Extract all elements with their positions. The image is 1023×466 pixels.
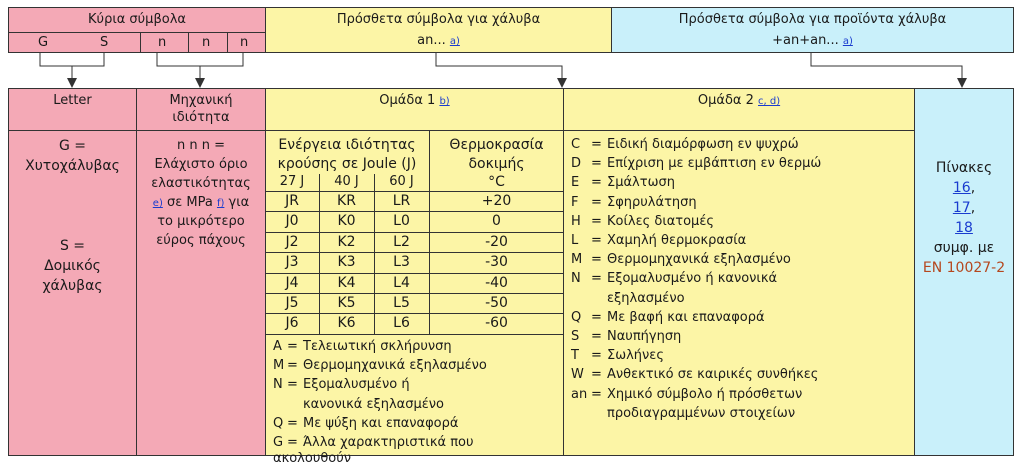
impact-code-cell: JR	[285, 193, 299, 209]
impact-code-cell: J2	[285, 233, 299, 250]
list-item	[571, 385, 821, 404]
list-item-cont	[571, 289, 821, 308]
impact-code-cell: K0	[337, 213, 356, 230]
list-item	[571, 269, 821, 288]
group1-header	[265, 93, 564, 108]
letter-header: Letter	[53, 93, 92, 108]
text: Επίχριση με εμβάπτιση εν θερμώ	[607, 156, 822, 172]
list-item	[571, 173, 821, 192]
code: F	[571, 194, 579, 210]
text: Ναυπήγηση	[607, 329, 682, 345]
text: Θερμομηχανικά εξηλασμένο	[303, 358, 487, 374]
comma: ,	[970, 200, 976, 216]
impact-code-cell: J5	[285, 295, 299, 311]
list-item	[273, 337, 487, 356]
impact-code-cell: J6	[285, 315, 299, 332]
letter-g-code: G =	[58, 138, 87, 154]
list-item-cont: ακολουθούν	[273, 451, 352, 466]
list-item	[273, 356, 487, 375]
impact-code-cell: L0	[393, 213, 410, 230]
code: E	[571, 175, 580, 191]
tables-label: Πίνακες	[935, 160, 993, 176]
equals-sign: =	[591, 175, 602, 191]
equals-sign: =	[287, 377, 298, 393]
list-item	[273, 414, 487, 433]
temp-header-2: δοκιμής	[468, 156, 525, 172]
mechanical-header-l2: ιδιότητα	[172, 110, 230, 125]
code: H	[571, 213, 581, 229]
list-item	[571, 327, 821, 346]
text: Ανθεκτικό σε καιρικές συνθήκες	[607, 367, 819, 383]
header-divider	[8, 130, 915, 131]
mech-desc-4: το μικρότερο	[157, 214, 245, 229]
steel-extra-note-link[interactable]: a)	[449, 36, 460, 47]
temp-unit: °C	[488, 174, 505, 190]
equals-sign: =	[591, 309, 602, 325]
impact-code-cell: L2	[393, 233, 410, 250]
subheader-27j: 27 J	[279, 174, 305, 189]
code: S	[571, 329, 580, 345]
impact-code-cell: KR	[337, 193, 356, 209]
group2-header-text: Ομάδα 2	[697, 93, 754, 108]
impact-temp-cell: -50	[485, 295, 508, 311]
text: Ειδική διαμόρφωση εν ψυχρώ	[607, 137, 799, 152]
equals-sign: =	[591, 137, 602, 152]
comma: ,	[970, 180, 976, 196]
list-item	[571, 231, 821, 250]
list-item	[571, 250, 821, 269]
equals-sign: =	[591, 213, 602, 229]
group1-note-link[interactable]: b)	[439, 96, 450, 107]
code: W	[571, 367, 584, 383]
symbol-letter-n2: n	[202, 35, 211, 50]
mech-desc-3-mid: σε MPa	[162, 195, 217, 210]
code: N	[571, 271, 581, 287]
energy-header-1: Ενέργεια ιδιότητας	[278, 137, 416, 153]
main-symbols-title: Κύρια σύμβολα	[88, 12, 186, 27]
text: Εξομαλυσμένο ή	[303, 377, 410, 393]
text: Σωλήνες	[607, 348, 664, 364]
list-item	[571, 135, 821, 154]
text: Χημικό σύμβολο ή πρόσθετων	[607, 386, 803, 402]
letter-s-desc-2: χάλυβας	[42, 278, 103, 294]
list-item-cont	[571, 404, 821, 423]
impact-code-cell: J4	[285, 274, 299, 291]
product-extra-note-link[interactable]: a)	[842, 36, 853, 47]
code: M	[273, 358, 285, 374]
equals-sign: =	[591, 194, 602, 210]
product-extra-title: Πρόσθετα σύμβολα για προϊόντα χάλυβα	[678, 12, 947, 27]
code: L	[571, 233, 579, 249]
impact-code-cell: L5	[393, 295, 410, 311]
table-18-row	[914, 220, 1014, 236]
symbol-letter-n1: n	[158, 35, 167, 50]
code: M	[571, 252, 583, 268]
impact-table-bottom	[265, 334, 564, 335]
equals-sign: =	[591, 233, 602, 249]
impact-code-cell: K6	[337, 315, 356, 332]
impact-code-cell: L3	[393, 254, 410, 271]
equals-sign: =	[591, 348, 602, 364]
impact-code-cell: J0	[285, 213, 299, 230]
code: G	[273, 435, 284, 451]
impact-code-cell: J3	[285, 254, 299, 271]
impact-row-line	[265, 273, 564, 274]
impact-code-cell: K2	[337, 233, 356, 250]
impact-code-cell: L6	[393, 315, 410, 332]
temp-header-1: Θερμοκρασία	[449, 137, 544, 153]
impact-subheader-line	[265, 191, 564, 192]
code: T	[571, 348, 579, 364]
letter-g-desc: Χυτοχάλυβας	[25, 158, 120, 174]
list-item	[571, 154, 821, 173]
subheader-60j: 60 J	[389, 174, 414, 189]
impact-code-cell: K4	[337, 274, 356, 291]
text: Θερμομηχανικά εξηλασμένο	[607, 252, 791, 268]
mech-desc-5: εύρος πάχους	[156, 233, 246, 248]
text: Με ψύξη και επαναφορά	[303, 415, 459, 431]
equals-sign: =	[591, 386, 602, 402]
per-label: συμφ. με	[933, 240, 995, 256]
symbol-letter-g: G	[38, 35, 49, 50]
impact-temp-cell: -40	[485, 274, 508, 291]
equals-sign: =	[591, 367, 602, 383]
mech-desc-1: Ελάχιστο όριο	[154, 157, 248, 172]
list-item	[571, 346, 821, 365]
table-16-link[interactable]: 16	[952, 180, 971, 196]
steel-extra-title: Πρόσθετα σύμβολα για χάλυβα	[336, 12, 541, 27]
mechanical-header-l1: Μηχανική	[169, 93, 233, 108]
text: Κοίλες διατομές	[607, 213, 714, 229]
list-item-cont: κανονικά εξηλασμένο	[303, 396, 445, 412]
equals-sign: =	[591, 329, 602, 345]
impact-row-line	[265, 293, 564, 294]
impact-temp-cell: +20	[481, 193, 512, 209]
table-17-link[interactable]: 17	[952, 200, 971, 216]
text: Εξομαλυσμένο ή κανονικά	[607, 271, 778, 287]
equals-sign: =	[287, 358, 298, 374]
letter-s-code: S =	[59, 238, 86, 254]
code: A	[273, 339, 282, 354]
equals-sign: =	[591, 156, 602, 172]
subheader-40j: 40 J	[334, 174, 359, 189]
impact-temp-cell: -60	[485, 315, 508, 332]
impact-row-line	[265, 252, 564, 253]
equals-sign: =	[287, 435, 298, 451]
mech-desc-3	[136, 195, 266, 210]
list-item	[571, 212, 821, 231]
list-item	[273, 433, 487, 452]
impact-temp-cell: -20	[485, 233, 508, 250]
group1-list	[273, 337, 487, 466]
text: Άλλα χαρακτηριστικά που	[303, 435, 474, 451]
text: Σφηρυλάτηση	[607, 194, 697, 210]
impact-row-line	[265, 313, 564, 314]
impact-row-line	[265, 232, 564, 233]
impact-code-cell: K5	[337, 295, 356, 311]
code: Q	[273, 415, 284, 431]
energy-header-2: κρούσης σε Joule (J)	[277, 156, 417, 172]
impact-code-cell: K3	[337, 254, 356, 271]
symbol-letter-n3: n	[240, 35, 249, 50]
product-extra-code-text: +an+an...	[772, 33, 839, 48]
code: D	[571, 156, 582, 172]
mech-code: n n n =	[176, 138, 225, 153]
steel-extra-code-text: an...	[417, 33, 446, 48]
mech-note-e-link[interactable]: e)	[152, 198, 163, 209]
standard-ref: EN 10027-2	[922, 260, 1006, 276]
code: Q	[571, 309, 582, 325]
symbol-letter-s: S	[100, 35, 109, 50]
table-17-row	[914, 200, 1014, 216]
impact-temp-cell: -30	[485, 254, 508, 271]
table-16-row	[914, 180, 1014, 196]
text: Σμάλτωση	[607, 175, 675, 191]
text: Με βαφή και επαναφορά	[607, 309, 765, 325]
equals-sign: =	[591, 271, 602, 287]
mech-desc-2: ελαστικότητας	[151, 176, 251, 191]
code: an	[571, 386, 588, 402]
group2-note-link[interactable]: c, d)	[758, 96, 781, 107]
table-18-link[interactable]: 18	[955, 220, 973, 236]
text: Χαμηλή θερμοκρασία	[607, 233, 747, 249]
group1-header-text: Ομάδα 1	[379, 93, 436, 108]
mech-note-f-link[interactable]: f)	[216, 198, 225, 209]
code: C	[571, 137, 581, 152]
text: Τελειωτική σκλήρυνση	[303, 339, 452, 354]
list-item	[571, 193, 821, 212]
equals-sign: =	[591, 252, 602, 268]
list-item	[273, 375, 487, 394]
impact-code-cell: LR	[392, 193, 411, 209]
equals-sign: =	[287, 339, 298, 354]
equals-sign: =	[287, 415, 298, 431]
code: N	[273, 377, 283, 393]
impact-temp-cell: 0	[492, 213, 501, 230]
list-item	[571, 308, 821, 327]
group2-header	[563, 93, 915, 108]
impact-row-line	[265, 211, 564, 212]
mech-desc-3-end: για	[224, 195, 250, 210]
impact-code-cell: L4	[393, 274, 410, 291]
list-item	[571, 365, 821, 384]
group2-list	[571, 135, 821, 423]
text: προδιαγραμμένων στοιχείων	[607, 405, 796, 421]
letter-s-desc-1: Δομικός	[44, 258, 101, 274]
text: εξηλασμένο	[607, 290, 685, 306]
